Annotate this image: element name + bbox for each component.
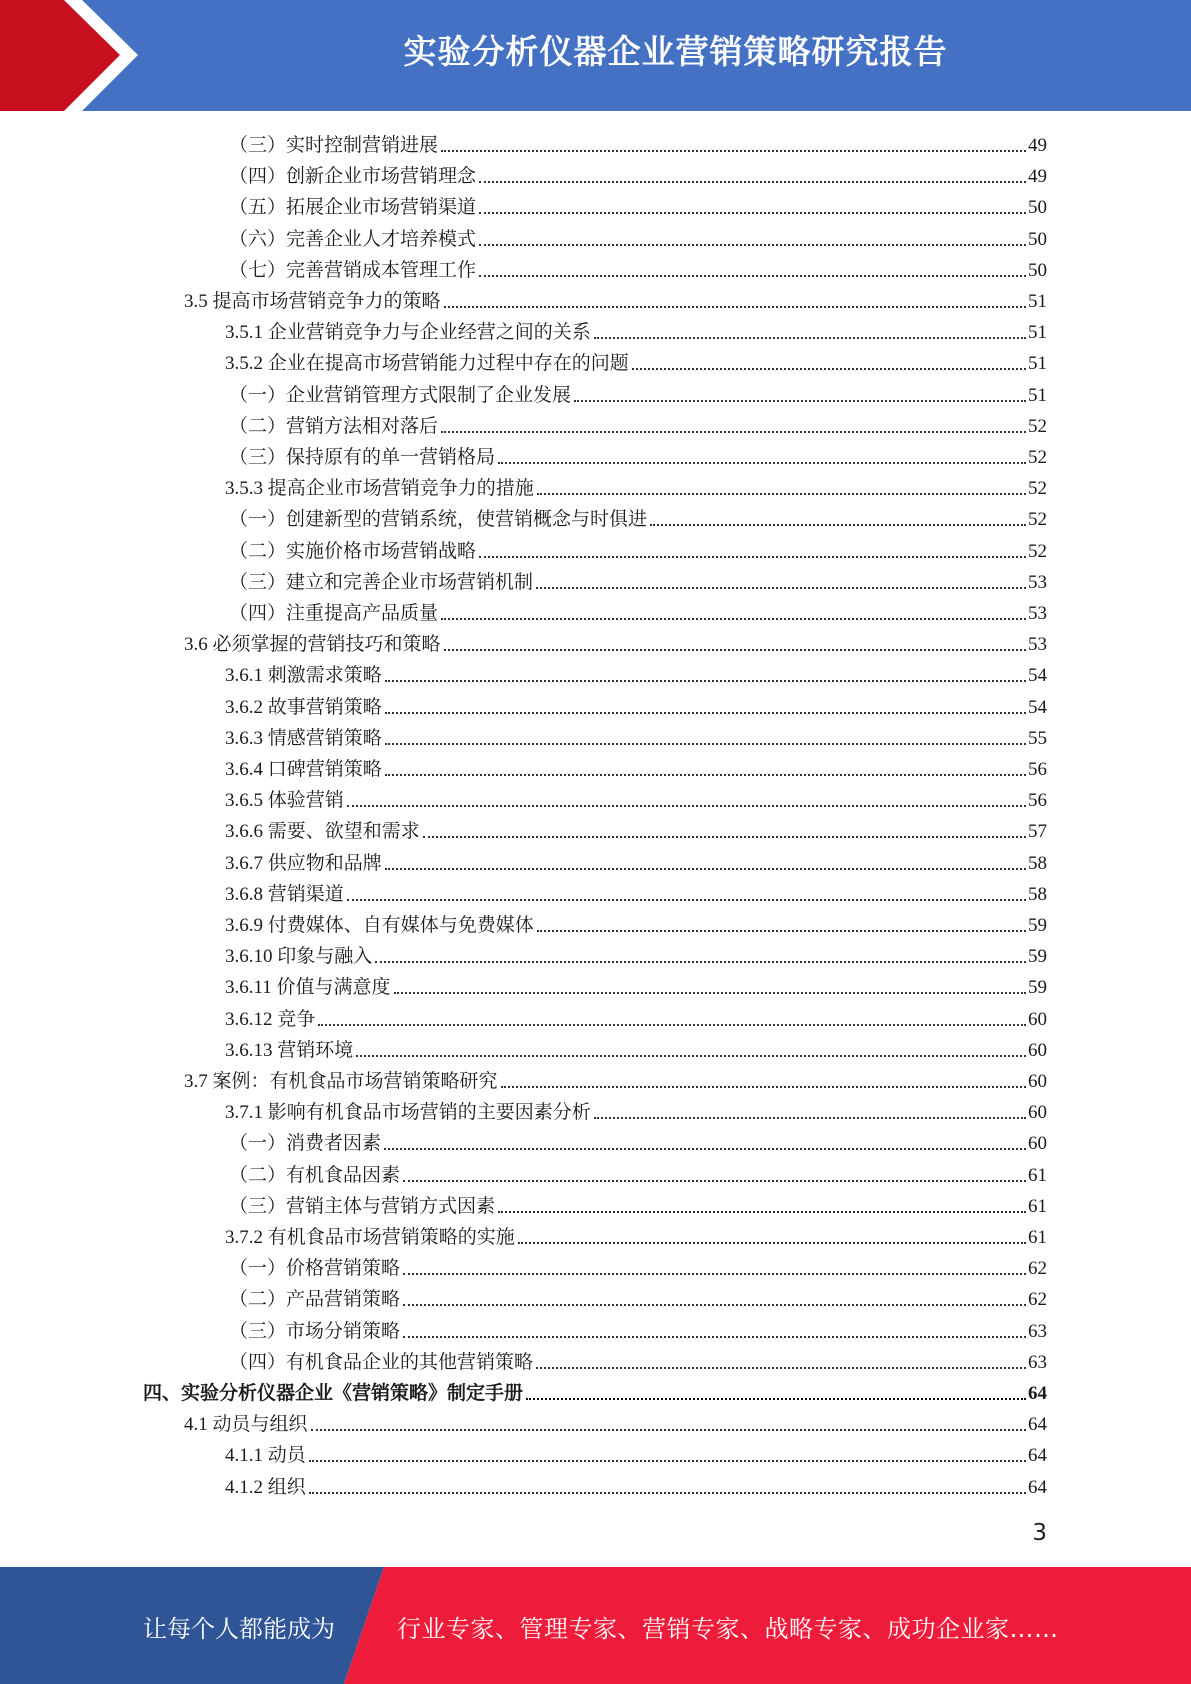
toc-dot-leader <box>444 306 1026 308</box>
toc-dot-leader <box>518 1242 1026 1244</box>
toc-dot-leader <box>309 1492 1026 1494</box>
toc-entry-page: 54 <box>1028 696 1047 718</box>
toc-entry[interactable] <box>229 377 1047 408</box>
toc-entry-title: 3.7.1 影响有机食品市场营销的主要因素分析 <box>225 1102 591 1124</box>
toc-dot-leader <box>574 400 1026 402</box>
toc-entry-page: 59 <box>1028 946 1047 968</box>
toc-entry-page: 51 <box>1028 291 1047 312</box>
toc-entry-title: （五）拓展企业市场营销渠道 <box>229 197 477 219</box>
toc-entry[interactable] <box>184 283 1047 314</box>
toc-dot-leader <box>385 712 1026 714</box>
toc-dot-leader <box>444 649 1026 651</box>
toc-entry-title: （一）企业营销管理方式限制了企业发展 <box>229 384 572 406</box>
toc-dot-leader <box>441 618 1026 620</box>
toc-entry[interactable] <box>184 626 1047 657</box>
footer-slogan-left: 让每个人都能成为 <box>143 1615 335 1643</box>
toc-entry-title: 3.5.2 企业在提高市场营销能力过程中存在的问题 <box>225 353 629 375</box>
toc-dot-leader <box>356 1055 1026 1057</box>
toc-entry-title: 四、实验分析仪器企业《营销策略》制定手册 <box>143 1383 524 1404</box>
toc-dot-leader <box>594 337 1026 339</box>
toc-entry[interactable] <box>229 439 1047 470</box>
toc-entry[interactable] <box>184 1406 1047 1437</box>
toc-entry-page: 52 <box>1028 478 1047 500</box>
toc-entry-page: 49 <box>1028 135 1047 156</box>
toc-entry-title: 3.6.9 付费媒体、自有媒体与免费媒体 <box>225 915 534 936</box>
toc-entry-page: 63 <box>1028 1351 1047 1373</box>
toc-dot-leader <box>403 1180 1026 1182</box>
toc-dot-leader <box>479 556 1026 558</box>
toc-entry-page: 60 <box>1028 1039 1047 1061</box>
toc-entry-title: 3.6.4 口碑营销策略 <box>225 759 382 780</box>
toc-entry-page: 50 <box>1028 228 1047 250</box>
toc-entry-title: 3.6.1 刺激需求策略 <box>225 665 382 687</box>
toc-entry-page: 50 <box>1028 197 1047 219</box>
toc-dot-leader <box>384 1148 1026 1150</box>
toc-dot-leader <box>594 1117 1026 1119</box>
toc-entry[interactable] <box>225 907 1047 938</box>
header-arrow-decoration <box>0 0 150 111</box>
toc-entry[interactable] <box>229 1157 1047 1188</box>
toc-entry[interactable] <box>225 813 1047 844</box>
toc-entry-page: 61 <box>1028 1227 1047 1248</box>
toc-entry-title: 3.7 案例：有机食品市场营销策略研究 <box>184 1071 498 1092</box>
toc-entry-page: 60 <box>1028 1008 1047 1030</box>
toc-entry-title: 3.6.6 需要、欲望和需求 <box>225 821 420 843</box>
page-number: 3 <box>1032 1520 1047 1546</box>
toc-entry[interactable] <box>225 1001 1047 1032</box>
toc-dot-leader <box>479 244 1026 246</box>
toc-entry-page: 59 <box>1028 977 1047 999</box>
toc-entry-title: （三）营销主体与营销方式因素 <box>229 1195 496 1217</box>
toc-entry-page: 52 <box>1028 509 1047 531</box>
toc-dot-leader <box>347 899 1026 901</box>
toc-dot-leader <box>501 1086 1026 1088</box>
toc-entry-title: （二）实施价格市场营销战略 <box>229 540 477 562</box>
toc-entry-page: 59 <box>1028 915 1047 936</box>
toc-entry-title: 3.6.10 印象与融入 <box>225 946 373 968</box>
toc-entry[interactable] <box>229 408 1047 439</box>
toc-dot-leader <box>311 1429 1026 1431</box>
toc-entry[interactable] <box>229 533 1047 564</box>
toc-dot-leader <box>385 868 1026 870</box>
toc-entry-title: （六）完善企业人才培养模式 <box>229 228 477 250</box>
toc-entry-page: 52 <box>1028 447 1047 468</box>
toc-entry-title: 4.1.1 动员 <box>225 1445 306 1467</box>
toc-entry-page: 63 <box>1028 1320 1047 1342</box>
toc-dot-leader <box>318 1024 1026 1026</box>
toc-entry-page: 52 <box>1028 540 1047 562</box>
toc-entry[interactable] <box>225 938 1047 969</box>
toc-entry[interactable] <box>229 595 1047 626</box>
toc-entry-title: 3.5.3 提高企业市场营销竞争力的措施 <box>225 478 534 500</box>
toc-entry-page: 54 <box>1028 665 1047 687</box>
page-footer <box>0 1567 1191 1684</box>
toc-entry-title: 4.1.2 组织 <box>225 1476 306 1498</box>
toc-entry-title: 3.7.2 有机食品市场营销策略的实施 <box>225 1227 515 1248</box>
toc-entry[interactable] <box>225 1437 1047 1468</box>
toc-entry-title: （一）创建新型的营销系统，使营销概念与时俱进 <box>229 509 648 531</box>
toc-dot-leader <box>309 1460 1026 1462</box>
toc-entry-title: （四）创新企业市场营销理念 <box>229 166 477 188</box>
toc-dot-leader <box>403 1273 1026 1275</box>
toc-entry-title: 3.6.13 营销环境 <box>225 1039 354 1061</box>
toc-entry[interactable] <box>229 1281 1047 1312</box>
toc-dot-leader <box>537 930 1026 932</box>
toc-dot-leader <box>632 368 1026 370</box>
toc-entry-title: （二）有机食品因素 <box>229 1164 401 1186</box>
toc-entry-page: 53 <box>1028 603 1047 624</box>
toc-entry-page: 64 <box>1028 1476 1047 1498</box>
toc-entry[interactable] <box>143 1375 1047 1406</box>
toc-entry-page: 49 <box>1028 166 1047 188</box>
toc-entry[interactable] <box>229 127 1047 158</box>
toc-entry-page: 51 <box>1028 384 1047 406</box>
toc-entry-title: 3.5.1 企业营销竞争力与企业经营之间的关系 <box>225 322 591 344</box>
toc-entry[interactable] <box>225 969 1047 1000</box>
toc-entry[interactable] <box>225 345 1047 376</box>
toc-entry[interactable] <box>229 501 1047 532</box>
toc-entry-page: 61 <box>1028 1195 1047 1217</box>
toc-dot-leader <box>394 992 1026 994</box>
toc-entry-title: （一）消费者因素 <box>229 1133 382 1155</box>
toc-entry[interactable] <box>225 845 1047 876</box>
toc-entry-title: 3.6 必须掌握的营销技巧和策略 <box>184 634 441 656</box>
toc-dot-leader <box>441 431 1026 433</box>
toc-entry-page: 53 <box>1028 571 1047 593</box>
toc-entry-title: 3.6.7 供应物和品牌 <box>225 852 382 874</box>
toc-entry-page: 62 <box>1028 1289 1047 1311</box>
toc-entry[interactable] <box>225 470 1047 501</box>
toc-entry-page: 58 <box>1028 852 1047 874</box>
toc-entry-page: 56 <box>1028 790 1047 812</box>
toc-entry-page: 60 <box>1028 1133 1047 1155</box>
toc-dot-leader <box>498 462 1026 464</box>
toc-dot-leader <box>479 181 1026 183</box>
toc-entry-title: 3.6.3 情感营销策略 <box>225 727 382 749</box>
toc-entry-title: （四）有机食品企业的其他营销策略 <box>229 1351 534 1373</box>
toc-entry-title: 3.6.11 价值与满意度 <box>225 977 391 999</box>
toc-entry[interactable] <box>225 1032 1047 1063</box>
toc-entry[interactable] <box>229 1188 1047 1219</box>
toc-entry-page: 56 <box>1028 759 1047 780</box>
toc-entry[interactable] <box>229 1313 1047 1344</box>
toc-entry-title: （四）注重提高产品质量 <box>229 603 439 624</box>
toc-entry-page: 64 <box>1028 1414 1047 1436</box>
toc-entry[interactable] <box>225 689 1047 720</box>
toc-entry[interactable] <box>225 314 1047 345</box>
toc-entry[interactable] <box>184 1063 1047 1094</box>
toc-entry[interactable] <box>229 1125 1047 1156</box>
toc-dot-leader <box>403 1336 1026 1338</box>
toc-entry-title: 3.6.12 竞争 <box>225 1008 316 1030</box>
toc-dot-leader <box>403 1304 1026 1306</box>
toc-entry-page: 52 <box>1028 415 1047 437</box>
toc-dot-leader <box>347 805 1026 807</box>
toc-entry-page: 57 <box>1028 821 1047 843</box>
toc-dot-leader <box>498 1211 1026 1213</box>
toc-entry-title: 3.6.5 体验营销 <box>225 790 344 812</box>
toc-dot-leader <box>650 524 1026 526</box>
toc-entry-page: 50 <box>1028 259 1047 281</box>
toc-dot-leader <box>423 836 1026 838</box>
toc-entry[interactable] <box>225 657 1047 688</box>
toc-dot-leader <box>441 150 1026 152</box>
report-title: 实验分析仪器企业营销策略研究报告 <box>403 32 948 71</box>
toc-entry[interactable] <box>229 1344 1047 1375</box>
toc-entry[interactable] <box>229 1250 1047 1281</box>
toc-entry-page: 62 <box>1028 1258 1047 1280</box>
toc-entry[interactable] <box>225 782 1047 813</box>
toc-entry-title: （三）市场分销策略 <box>229 1320 401 1342</box>
toc-dot-leader <box>375 961 1026 963</box>
toc-dot-leader <box>537 493 1026 495</box>
toc-entry-title: 4.1 动员与组织 <box>184 1414 308 1436</box>
toc-entry-title: （一）价格营销策略 <box>229 1258 401 1280</box>
toc-entry-page: 51 <box>1028 322 1047 344</box>
toc-entry-page: 64 <box>1028 1445 1047 1467</box>
toc-entry-title: 3.6.8 营销渠道 <box>225 883 344 905</box>
toc-entry[interactable] <box>225 720 1047 751</box>
toc-dot-leader <box>479 275 1026 277</box>
toc-entry-title: （二）产品营销策略 <box>229 1289 401 1311</box>
toc-dot-leader <box>526 1398 1026 1400</box>
toc-entry[interactable] <box>225 1094 1047 1125</box>
toc-entry[interactable] <box>225 876 1047 907</box>
toc-entry[interactable] <box>229 252 1047 283</box>
toc-entry-title: （三）保持原有的单一营销格局 <box>229 447 496 468</box>
toc-entry[interactable] <box>225 751 1047 782</box>
toc-entry-title: （二）营销方法相对落后 <box>229 415 439 437</box>
toc-entry-title: 3.5 提高市场营销竞争力的策略 <box>184 291 441 312</box>
page-header <box>0 0 1191 111</box>
toc-entry-page: 53 <box>1028 634 1047 656</box>
toc-dot-leader <box>385 743 1026 745</box>
toc-entry[interactable] <box>229 189 1047 220</box>
toc-entry-page: 55 <box>1028 727 1047 749</box>
toc-entry[interactable] <box>229 221 1047 252</box>
toc-dot-leader <box>536 1367 1026 1369</box>
toc-dot-leader <box>479 212 1026 214</box>
toc-dot-leader <box>385 680 1026 682</box>
toc-entry[interactable] <box>229 564 1047 595</box>
toc-entry-title: （三）实时控制营销进展 <box>229 135 439 156</box>
toc-entry-title: 3.6.2 故事营销策略 <box>225 696 382 718</box>
toc-dot-leader <box>536 587 1026 589</box>
toc-entry-page: 51 <box>1028 353 1047 375</box>
toc-entry[interactable] <box>225 1219 1047 1250</box>
toc-entry-page: 60 <box>1028 1071 1047 1092</box>
footer-slogan-right: 行业专家、管理专家、营销专家、战略专家、成功企业家…… <box>397 1615 1059 1643</box>
toc-entry-page: 60 <box>1028 1102 1047 1124</box>
toc-entry-title: （三）建立和完善企业市场营销机制 <box>229 571 534 593</box>
toc-entry[interactable] <box>229 158 1047 189</box>
toc-entry-page: 64 <box>1028 1383 1047 1404</box>
toc-dot-leader <box>385 774 1026 776</box>
toc-entry-page: 61 <box>1028 1164 1047 1186</box>
toc-entry-page: 58 <box>1028 883 1047 905</box>
toc-entry[interactable] <box>225 1469 1047 1500</box>
toc-entry-title: （七）完善营销成本管理工作 <box>229 259 477 281</box>
